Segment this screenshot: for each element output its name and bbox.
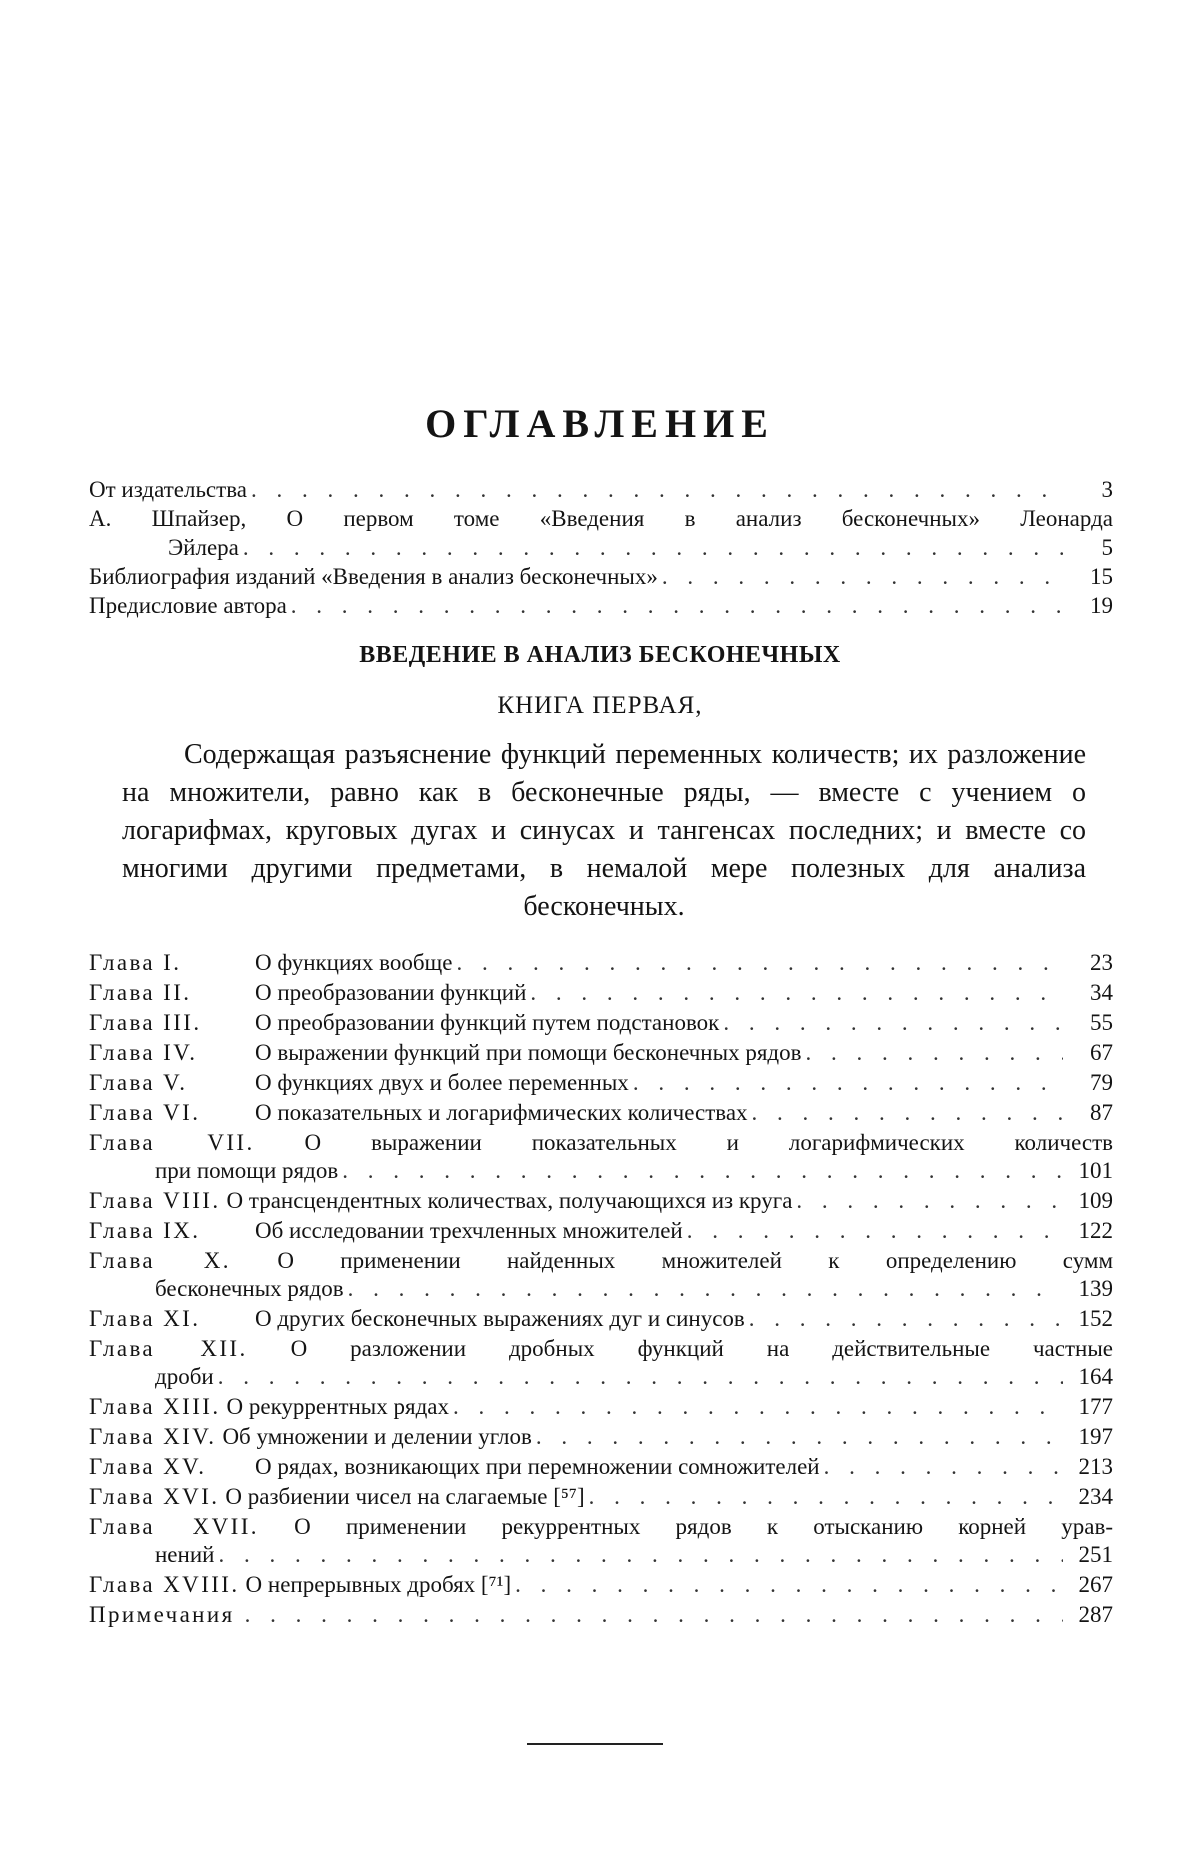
leader-dots — [824, 1452, 1063, 1482]
toc-chapter-18 — [89, 1570, 1113, 1600]
chapter-title: О рекуррентных рядах — [227, 1394, 450, 1419]
toc-chapter-8 — [89, 1186, 1113, 1216]
chapter-title: Об исследовании трехчленных множителей — [255, 1218, 683, 1243]
toc-page-number: 55 — [1069, 1008, 1113, 1038]
chapter-title: О разложении дробных функций на действительные частные — [291, 1336, 1113, 1361]
leader-dots — [348, 1274, 1063, 1304]
chapter-label: Глава V. — [89, 1068, 255, 1098]
leader-dots — [633, 1068, 1063, 1098]
chapter-title: О других бесконечных выражениях дуг и синусов — [255, 1306, 745, 1331]
toc-chapter-5 — [89, 1068, 1113, 1098]
toc-chapter-6 — [89, 1098, 1113, 1128]
toc-page-number: 101 — [1069, 1156, 1113, 1186]
chapter-title: О выражении функций при помощи бесконечных рядов — [255, 1040, 801, 1065]
chapter-title: О функциях двух и более переменных — [255, 1070, 629, 1095]
chapter-label: Примечания — [89, 1602, 235, 1627]
toc-page-number: 152 — [1069, 1304, 1113, 1334]
toc-page-number: 87 — [1069, 1098, 1113, 1128]
toc-chapter-10 — [155, 1274, 1113, 1304]
chapter-label: Глава XVIII. — [89, 1572, 240, 1597]
toc-page-number: 23 — [1069, 948, 1113, 978]
leader-dots — [456, 948, 1063, 978]
chapter-label: Глава VIII. — [89, 1188, 221, 1213]
chapter-title: О непрерывных дробях — [246, 1572, 476, 1597]
leader-dots — [536, 1422, 1063, 1452]
toc-chapter-16 — [89, 1482, 1113, 1512]
leader-dots — [243, 533, 1063, 563]
toc-entry-preface — [89, 591, 1113, 621]
toc-page-number: 109 — [1069, 1186, 1113, 1216]
chapter-title: О выражении показательных и логарифмических количеств — [305, 1130, 1113, 1155]
chapter-title: О рядах, возникающих при перемножении сомножителей — [255, 1454, 820, 1479]
toc-page-number: 67 — [1069, 1038, 1113, 1068]
page-title: ОГЛАВЛЕНИЕ — [0, 400, 1200, 447]
toc-entry-title: Эйлера — [168, 533, 239, 563]
toc-page-number: 34 — [1069, 978, 1113, 1008]
toc-entry-bibliography — [89, 562, 1113, 592]
chapter-label: Глава II. — [89, 978, 255, 1008]
chapter-title: О применении рекуррентных рядов к отысканию корней урав- — [294, 1514, 1113, 1539]
toc-page-number: 251 — [1069, 1540, 1113, 1570]
chapter-title: О преобразовании функций — [255, 980, 526, 1005]
leader-dots — [453, 1392, 1063, 1422]
toc-chapter-7-line1 — [89, 1128, 1113, 1158]
chapter-title-continuation: бесконечных рядов — [155, 1274, 344, 1304]
chapter-label: Глава IV. — [89, 1038, 255, 1068]
chapter-title: О применении найденных множителей к определению сумм — [277, 1248, 1113, 1273]
toc-page — [0, 0, 1200, 1853]
toc-entry-title: Библиография изданий «Введения в анализ бесконечных» — [89, 562, 658, 592]
chapter-title: Об умножении и делении углов — [222, 1424, 531, 1449]
leader-dots — [805, 1038, 1063, 1068]
closing-rule — [527, 1743, 663, 1745]
toc-chapter-14 — [89, 1422, 1113, 1452]
toc-page-number: 5 — [1069, 533, 1113, 563]
chapter-title: О преобразовании функций путем подстановок — [255, 1010, 719, 1035]
toc-page-number: 122 — [1069, 1216, 1113, 1246]
leader-dots — [796, 1186, 1063, 1216]
toc-chapter-4 — [89, 1038, 1113, 1068]
toc-page-number: 213 — [1069, 1452, 1113, 1482]
toc-entry-title: От издательства — [89, 475, 247, 505]
leader-dots — [218, 1362, 1063, 1392]
chapter-label: Глава XVII. — [89, 1514, 259, 1539]
toc-chapter-3 — [89, 1008, 1113, 1038]
toc-chapter-7 — [155, 1156, 1113, 1186]
chapter-label: Глава XIV. — [89, 1424, 216, 1449]
toc-chapter-12-line1 — [89, 1334, 1113, 1364]
toc-chapter-15 — [89, 1452, 1113, 1482]
chapter-title-continuation: нений — [155, 1540, 214, 1570]
leader-dots — [589, 1482, 1063, 1512]
toc-chapter-17-line1 — [89, 1512, 1113, 1542]
toc-chapter-1 — [89, 948, 1113, 978]
toc-page-number: 197 — [1069, 1422, 1113, 1452]
chapter-note-ref: [⁵⁷] — [553, 1484, 584, 1509]
chapter-label: Глава IX. — [89, 1216, 255, 1246]
leader-dots — [662, 562, 1063, 592]
book-subtitle: Содержащая разъяснение функций переменных количеств; их разложение на множители, равно как в бесконечные ряды, — вместе с учением о логарифмах, круговых дугах и синусах и тангенсах последних; и вместе со многими другими предметами, в немалой мере полезных для анализа бесконечных. — [122, 736, 1086, 926]
toc-chapter-12 — [155, 1362, 1113, 1392]
toc-page-number: 19 — [1069, 591, 1113, 621]
chapter-label: Глава X. — [89, 1248, 231, 1273]
chapter-title: О функциях вообще — [255, 950, 452, 975]
toc-page-number: 234 — [1069, 1482, 1113, 1512]
chapter-note-ref: [⁷¹] — [481, 1572, 511, 1597]
toc-page-number: 177 — [1069, 1392, 1113, 1422]
chapter-title: О трансцендентных количествах, получающихся из круга — [227, 1188, 793, 1213]
chapter-label: Глава XI. — [89, 1304, 255, 1334]
toc-page-number: 267 — [1069, 1570, 1113, 1600]
chapter-label: Глава XII. — [89, 1336, 248, 1361]
chapter-title-continuation: дроби — [155, 1362, 214, 1392]
chapter-title: О показательных и логарифмических количествах — [255, 1100, 748, 1125]
toc-entry-notes — [89, 1600, 1113, 1630]
chapter-title-continuation: при помощи рядов — [155, 1156, 338, 1186]
toc-chapter-2 — [89, 978, 1113, 1008]
toc-page-number: 15 — [1069, 562, 1113, 592]
toc-page-number: 287 — [1069, 1600, 1113, 1630]
leader-dots — [687, 1216, 1063, 1246]
toc-entry-title: Предисловие автора — [89, 591, 287, 621]
toc-entry-speiser — [168, 533, 1113, 563]
toc-page-number: 79 — [1069, 1068, 1113, 1098]
leader-dots — [251, 475, 1063, 505]
chapter-label: Глава XVI. — [89, 1484, 219, 1509]
leader-dots — [342, 1156, 1063, 1186]
leader-dots — [245, 1600, 1063, 1630]
chapter-label: Глава XIII. — [89, 1394, 221, 1419]
leader-dots — [515, 1570, 1063, 1600]
toc-page-number: 3 — [1069, 475, 1113, 505]
chapter-label: Глава III. — [89, 1008, 255, 1038]
leader-dots — [723, 1008, 1063, 1038]
part-heading: ВВЕДЕНИЕ В АНАЛИЗ БЕСКОНЕЧНЫХ — [0, 642, 1200, 669]
toc-chapter-11 — [89, 1304, 1113, 1334]
toc-chapter-9 — [89, 1216, 1113, 1246]
toc-chapter-17 — [155, 1540, 1113, 1570]
chapter-label: Глава I. — [89, 948, 255, 978]
leader-dots — [530, 978, 1063, 1008]
leader-dots — [291, 591, 1063, 621]
leader-dots — [752, 1098, 1063, 1128]
toc-page-number: 164 — [1069, 1362, 1113, 1392]
chapter-label: Глава XV. — [89, 1452, 255, 1482]
chapter-title: О разбиении чисел на слагаемые — [225, 1484, 547, 1509]
book-heading: КНИГА ПЕРВАЯ, — [0, 692, 1200, 720]
leader-dots — [218, 1540, 1063, 1570]
toc-chapter-13 — [89, 1392, 1113, 1422]
leader-dots — [749, 1304, 1063, 1334]
toc-entry-speiser-line1: А. Шпайзер, О первом томе «Введения в анализ бесконечных» Леонарда — [89, 504, 1113, 534]
toc-chapter-10-line1 — [89, 1246, 1113, 1276]
chapter-label: Глава VI. — [89, 1098, 255, 1128]
toc-entry-publisher — [89, 475, 1113, 505]
toc-page-number: 139 — [1069, 1274, 1113, 1304]
chapter-label: Глава VII. — [89, 1130, 255, 1155]
